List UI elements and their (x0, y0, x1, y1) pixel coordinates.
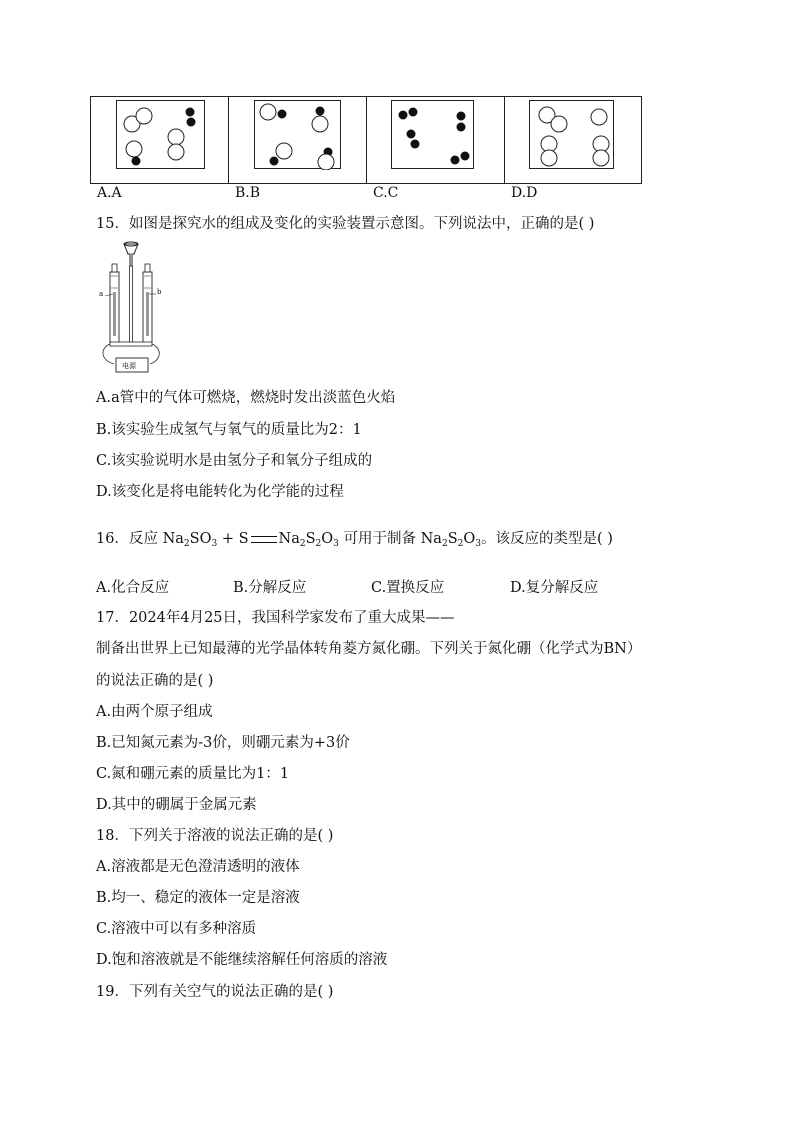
table-divider (504, 97, 505, 183)
panel-d-label: D.D (511, 185, 538, 201)
q17-option-b: B.已知氮元素为-3价，则硼元素为+3价 (96, 735, 350, 751)
q16-option-b: B.分解反应 (233, 580, 307, 596)
label-b: b (157, 288, 162, 296)
q18-option-a: A.溶液都是无色澄清透明的液体 (96, 859, 300, 875)
q15-stem: 15．如图是探究水的组成及变化的实验装置示意图。下列说法中，正确的是( ) (96, 216, 595, 232)
q17-option-c: C.氮和硼元素的质量比为1：1 (96, 766, 290, 782)
panel-d-diagram (529, 100, 615, 170)
q16-option-a: A.化合反应 (96, 580, 170, 596)
panel-a-label: A.A (97, 185, 122, 201)
table-divider (366, 97, 367, 183)
q16-stem (96, 527, 613, 549)
q17-line-3: 的说法正确的是( ) (96, 673, 214, 689)
q15-option-c: C.该实验说明水是由氢分子和氧分子组成的 (96, 453, 373, 469)
q16-product: $Na_2S_2O_3$ (420, 531, 481, 549)
label-a: a (99, 290, 104, 298)
q18-stem: 18．下列关于溶液的说法正确的是( ) (96, 828, 334, 844)
q18-option-c: C.溶液中可以有多种溶质 (96, 921, 257, 937)
panel-c-label: C.C (373, 185, 399, 201)
power-supply-label: 电源 (122, 362, 136, 370)
q18-option-b: B.均一、稳定的液体一定是溶液 (96, 890, 300, 906)
q16-option-d: D.复分解反应 (510, 580, 599, 596)
q14-figure-table (90, 96, 642, 201)
table-divider (228, 97, 229, 183)
q17-option-d: D.其中的硼属于金属元素 (96, 797, 257, 813)
q19-stem: 19．下列有关空气的说法正确的是( ) (96, 984, 334, 1000)
q16-product-eq: $Na_2S_2O_3$ (278, 531, 339, 549)
q17-line-1: 17．2024年4月25日，我国科学家发布了重大成果—— (96, 610, 455, 626)
q17-line-2: 制备出世界上已知最薄的光学晶体转角菱方氮化硼。下列关于氮化硼（化学式为BN） (96, 641, 642, 657)
q15-option-a: A.a管中的气体可燃烧，燃烧时发出淡蓝色火焰 (96, 390, 396, 406)
q15-option-d: D.该变化是将电能转化为化学能的过程 (96, 484, 344, 500)
q16-number: 16． (96, 531, 129, 547)
panel-b-diagram (254, 100, 342, 170)
q16-text-3: 。该反应的类型是( ) (480, 531, 613, 547)
panel-b-label: B.B (235, 185, 261, 201)
q18-option-d: D.饱和溶液就是不能继续溶解任何溶质的溶液 (96, 952, 388, 968)
q16-text-2: 可用于制备 (343, 531, 416, 547)
equation-arrow (251, 536, 277, 543)
panel-a-diagram (116, 100, 206, 170)
q15-option-b: B.该实验生成氢气与氧气的质量比为2：1 (96, 422, 362, 438)
electrolysis-apparatus-diagram (96, 238, 166, 376)
panel-c-diagram (391, 100, 475, 170)
q16-option-c: C.置换反应 (371, 580, 445, 596)
q16-plus-s: + S (221, 531, 249, 547)
q17-option-a: A.由两个原子组成 (96, 704, 213, 720)
q16-reactant-1: $Na_2SO_3$ (162, 531, 218, 549)
q16-text-1: 反应 (128, 531, 158, 547)
